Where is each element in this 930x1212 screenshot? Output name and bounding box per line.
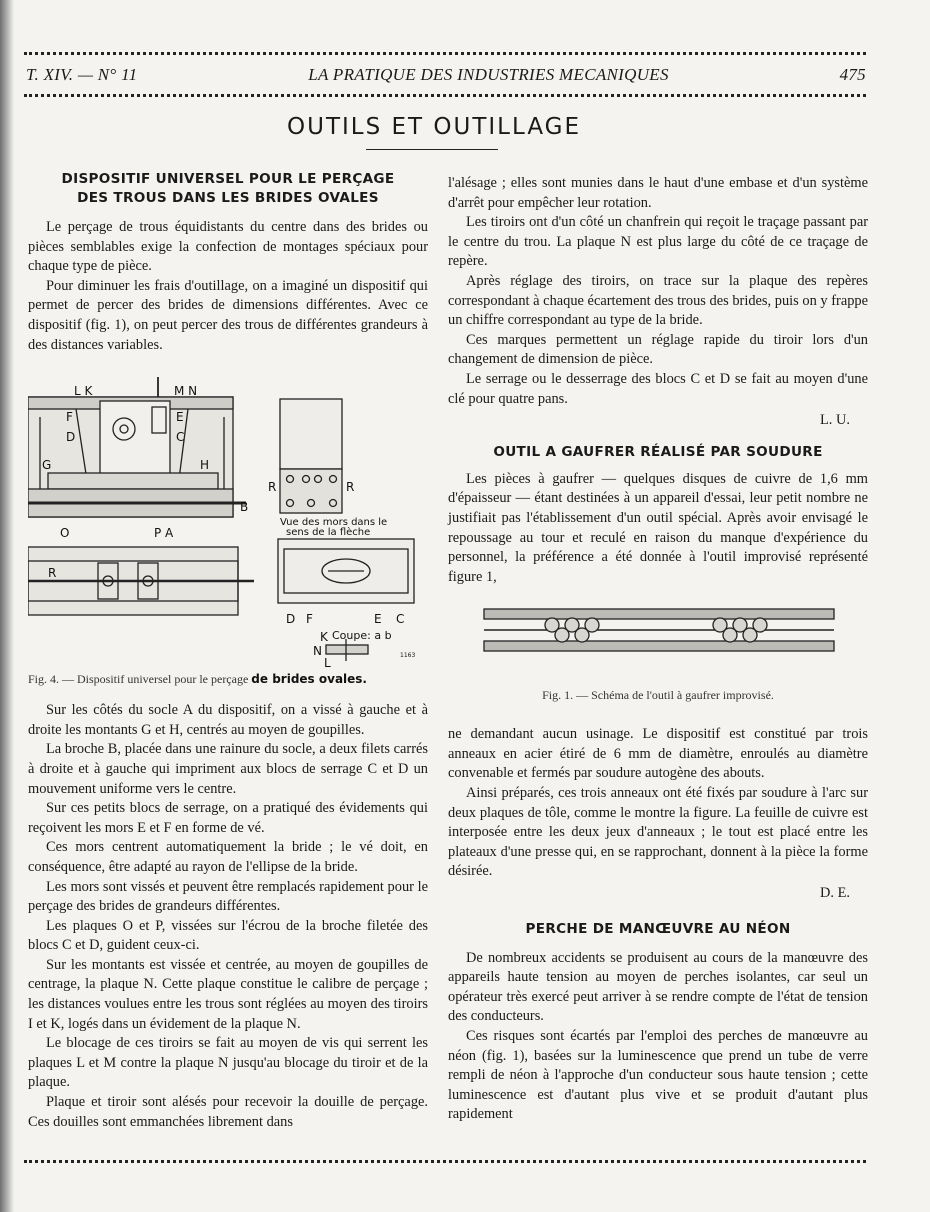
fig-label: M N [174, 384, 198, 399]
paragraph: Pour diminuer les frais d'outillage, on a imaginé un dispositif qui permet de percer des brides de dimensions différentes. Avec ce dispositif (fig. 1), on peut percer des trous de différentes grandeurs à des distances variables. [28, 277, 428, 353]
paragraph: Sur les côtés du socle A du dispositif, on a vissé à gauche et à droite les montants G et H, centrés au moyen de goupilles. [28, 702, 428, 738]
paragraph: Les plaques O et P, vissées sur l'écrou de la broche filetée des blocs C et D, guident ceux-ci. [28, 917, 428, 954]
fig-label: K [320, 630, 328, 645]
top-dotted-rule [24, 52, 866, 55]
article2-heading: OUTIL A GAUFRER RÉALISÉ PAR SOUDURE [493, 443, 823, 460]
coupe-label: Coupe: a b [332, 629, 392, 643]
volume-number: T. XIV. — N° 11 [26, 65, 138, 84]
fig-label: L [324, 656, 331, 668]
figure-1-embossing [448, 599, 868, 677]
journal-title: LA PRATIQUE DES INDUSTRIES MECANIQUES [308, 65, 669, 84]
article2-signature: D. E. [820, 885, 850, 902]
article1-heading-line1: DISPOSITIF UNIVERSEL POUR LE PERÇAGE [61, 171, 395, 187]
embossing-tool-drawing [448, 599, 868, 677]
bottom-dotted-rule [24, 1160, 866, 1163]
fig-label: R [268, 480, 277, 495]
paragraph: Sur ces petits blocs de serrage, on a pratiqué des évidements qui reçoivent les mors E et F en forme de vé. [28, 800, 428, 836]
page-binding-shadow [0, 0, 14, 1212]
caption-text: Fig. 4. — Dispositif universel pour le perçage [28, 672, 249, 687]
fig-label: E [176, 410, 184, 425]
article1-signature: L. U. [820, 412, 850, 429]
page-number: 475 [839, 65, 866, 84]
paragraph: Les tiroirs ont d'un côté un chanfrein qui reçoit le traçage passant par le centre du trou. La plaque N est plus large du côté de ce traçage de repère. [448, 214, 868, 270]
fig-label: D [286, 612, 296, 627]
fig-label: O [60, 526, 70, 541]
article1-heading-line2: DES TROUS DANS LES BRIDES OVALES [77, 190, 379, 206]
article2-body [448, 725, 868, 882]
paragraph: Les mors sont vissés et peuvent être remplacés rapidement pour le perçage des brides de grandeurs différentes. [28, 878, 428, 915]
article3-body [448, 949, 868, 1125]
header-dotted-rule [24, 94, 866, 97]
fig-label: F [306, 612, 313, 627]
paragraph: De nombreux accidents se produisent au cours de la manœuvre des appareils haute tension au moyen de perches isolantes, car seul un opérateur très exercé peut arriver à se rendre compte de l'état de tension des conducteurs. [448, 949, 868, 1025]
paragraph: Sur les montants est vissée et centrée, au moyen de goupilles de centrage, la plaque N. Cette plaque constitue le calibre de perçage ; les distances voulues entre les trous sont réglées au moyen des tiroirs I et K, logés dans un évidement de la plaque N. [28, 956, 428, 1032]
article3-heading: PERCHE DE MANŒUVRE AU NÉON [525, 920, 791, 937]
fig-label: H [200, 458, 210, 473]
section-title: OUTILS ET OUTILLAGE [287, 114, 581, 140]
paragraph: Ces mors centrent automatiquement la bride ; le vé doit, en conséquence, être adapté au rayon de l'ellipse de la bride. [28, 839, 428, 875]
article1-continuation [448, 174, 868, 409]
left-column [28, 170, 428, 1132]
fig-label: C [176, 430, 185, 445]
article2-intro [448, 470, 868, 588]
fig-label: F [66, 410, 73, 425]
paragraph: ne demandant aucun usinage. Le dispositif est constitué par trois anneaux en acier étiré de 6 mm de diamètre, enroulés au diamètre convenable et fermés par soudure autogène des abouts. [448, 726, 868, 782]
paragraph: Le blocage de ces tiroirs se fait au moyen de vis qui serrent les plaques L et M contre la plaque N jusqu'au blocage du tiroir et de la plaque. [28, 1035, 428, 1091]
figure-1-caption: Fig. 1. — Schéma de l'outil à gaufrer improvisé. [542, 688, 774, 703]
paragraph: Le serrage ou le desserrage des blocs C et D se fait au moyen d'une clé pour quatre pans. [448, 370, 868, 407]
running-header [26, 60, 866, 90]
drilling-fixture-drawing [28, 377, 428, 667]
fig-label: N [313, 644, 322, 659]
fig-label: G [42, 458, 52, 473]
paragraph: Ainsi préparés, ces trois anneaux ont été fixés par soudure à l'arc sur deux plaques de tôle, comme le montre la figure. La feuille de cuivre est interposée entre les deux jeux d'anneaux ; le tout est placé entre les plateaux d'une presse qui, en se rapprochant, donnent à la pièce la forme désirée. [448, 785, 868, 880]
article1-body [28, 701, 428, 1132]
figure-4-caption [28, 671, 428, 687]
fig-label: R [48, 566, 57, 581]
paragraph: l'alésage ; elles sont munies dans le haut d'une embase et d'un système d'arrêt pour empêcher leur rotation. [448, 175, 868, 211]
figure-4 [28, 377, 428, 667]
paragraph: Le perçage de trous équidistants du centre dans des brides ou pièces semblables exige la confection de montages spéciaux pour chaque type de pièce. [28, 219, 428, 275]
view-caption-line1: Vue des mors dans le [280, 517, 388, 529]
figure-number: 1163 [400, 652, 416, 660]
paragraph: Ces risques sont écartés par l'emploi des perches de manœuvre au néon (fig. 1), basées sur la luminescence que prend un tube de verre rempli de néon à l'approche d'un conducteur sous haute tension ; cette luminescence est d'autant plus vive et se produit d'autant plus rapidement [448, 1028, 868, 1123]
paragraph: Ces marques permettent un réglage rapide du tiroir lors d'un changement de dimension de pièce. [448, 331, 868, 368]
fig-label: R [346, 480, 355, 495]
fig-label: B [240, 500, 249, 515]
paragraph: Plaque et tiroir sont alésés pour recevoir la douille de perçage. Ces douilles sont emmanchées librement dans [28, 1094, 428, 1130]
caption-bold: de brides ovales. [251, 672, 367, 687]
fig-label: C [396, 612, 405, 627]
paragraph: La broche B, placée dans une rainure du socle, a deux filets carrés à droite et à gauche qui impriment aux blocs de serrage C et D un mouvement uniforme vers le centre. [28, 741, 428, 797]
title-underline [366, 149, 498, 150]
right-column [448, 174, 868, 1125]
article1-heading [28, 170, 428, 208]
article1-intro [28, 218, 428, 355]
view-caption-line2: sens de la flèche [286, 527, 371, 539]
fig-label: P A [154, 526, 174, 541]
paragraph: Les pièces à gaufrer — quelques disques de cuivre de 1,6 mm d'épaisseur — étant destinées à un appareil d'essai, leur petit nombre ne justifiait pas l'établissement d'un outil spécial. Après avoir envisagé le repoussage au tour et reculé en raison du manque d'expérience du personnel, la préférence a été donnée à l'outil improvisé représenté figure 1, [448, 470, 868, 585]
fig-label: E [374, 612, 382, 627]
paragraph: Après réglage des tiroirs, on trace sur la plaque des repères correspondant à chaque écartement des trous des brides, puis on y frappe un chiffre correspondant au type de la bride. [448, 272, 868, 329]
fig-label: D [66, 430, 76, 445]
fig-label: L K [74, 384, 93, 399]
